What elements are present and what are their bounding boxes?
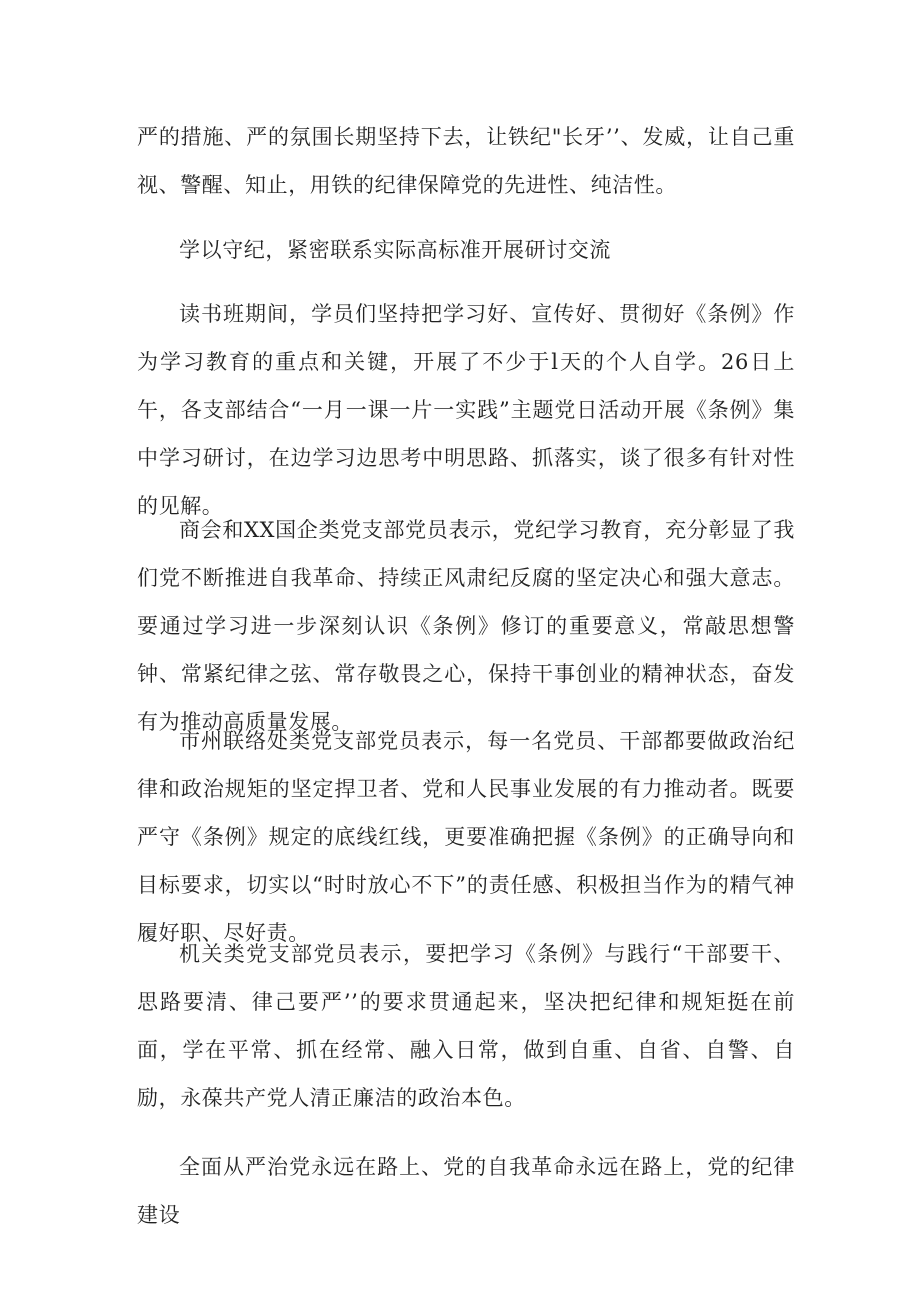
paragraph-conclusion: 全面从严治党永远在路上、党的自我革命永远在路上，党的纪律建设 [137, 1155, 795, 1227]
paragraph-reading-class: 读书班期间，学员们坚持把学习好、宣传好、贯彻好《条例》作为学习教育的重点和关键，开展了不少于l天的个人自学。26日上午，各支部结合“一月一课一片一实践”主题党日活动开展《条例》集中学习研讨，在边学习边思考中明思路、抓落实，谈了很多有针对性的见解。 [137, 302, 795, 518]
paragraph-liaison-office: 市州联络处类党支部党员表示，每一名党员、干部都要做政治纪律和政治规矩的坚定捍卫者、党和人民事业发展的有力推动者。既要严守《条例》规定的底线红线，更要准确把握《条例》的正确导向和目标要求，切实以“时时放心不下”的责任感、积极担当作为的精气神履好职、尽好责。 [137, 729, 795, 945]
paragraph-government-organs: 机关类党支部党员表示，要把学习《条例》与践行“干部要干、思路要清、律己要严’’的要求贯通起来，坚决把纪律和规矩挺在前面，学在平常、抓在经常、融入日常，做到自重、自省、自警、自励，永葆共产党人清正廉洁的政治本色。 [137, 942, 795, 1110]
paragraph-continuation: 严的措施、严的氛围长期坚持下去，让铁纪"长牙’’、发威，让自己重视、警醒、知止，用铁的纪律保障党的先进性、纯洁性。 [137, 125, 795, 197]
section-heading: 学以守纪，紧密联系实际高标准开展研讨交流 [179, 238, 611, 262]
paragraph-chamber-of-commerce: 商会和XX国企类党支部党员表示，党纪学习教育，充分彰显了我们党不断推进自我革命、持续正风肃纪反腐的坚定决心和强大意志。要通过学习进一步深刻认识《条例》修订的重要意义，常敲思想警钟、常紧纪律之弦、常存敬畏之心，保持干事创业的精神状态，奋发有为推动高质量发展。 [137, 518, 795, 734]
